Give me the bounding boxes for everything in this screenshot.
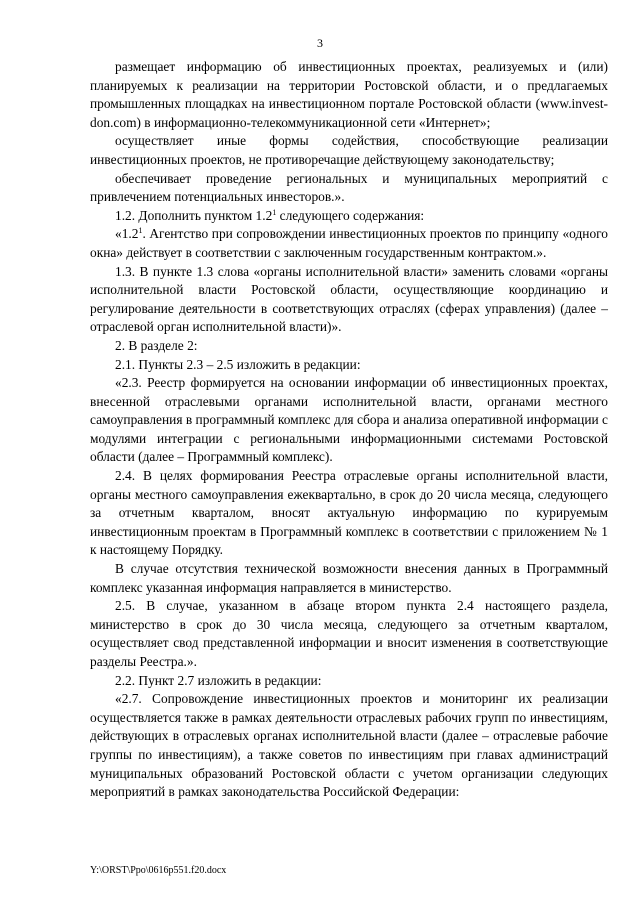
paragraph-1-2-pre: 1.2. Дополнить пунктом 1.2 xyxy=(115,207,273,223)
paragraph-2-7: «2.7. Сопровождение инвестиционных проектов и мониторинг их реализации осуществляется также в рамках деятельности отраслевых рабочих групп по инвестициям, действующих в отраслевых органах исполнительной власти (далее – отраслевые рабочие группы по инвестициям), а также советов по инвестициям при главах администраций муниципальных образований Ростовской области с учетом организации следующих мероприятий в рамках законодательства Российской Федерации: xyxy=(90,691,608,800)
paragraph-events: обеспечивает проведение региональных и муниципальных мероприятий с привлечением потенциальных инвесторов.». xyxy=(90,170,608,205)
paragraph-2-2: 2.2. Пункт 2.7 изложить в редакции: xyxy=(115,672,322,688)
file-path-footer: Y:\ORST\Ppo\0616p551.f20.docx xyxy=(90,865,227,876)
paragraph-other-assistance: осуществляет иные формы содействия, способствующие реализации инвестиционных проектов, не противоречащие действующему законодательству; xyxy=(90,133,608,167)
paragraph-2-5: 2.5. В случае, указанном в абзаце втором пункта 2.4 настоящего раздела, министерство в срок до 30 числа месяца, следующего за отчетным кварталом, осуществляет свод представленной информации и вносит изменения в соответствующие разделы Реестра.». xyxy=(90,598,608,669)
paragraph-1-2-1 xyxy=(90,225,608,262)
paragraph-2-4: 2.4. В целях формирования Реестра отраслевые органы исполнительной власти, органы местного самоуправления ежеквартально, в срок до 20 числа месяца, следующего за отчетным кварталом, вносят актуальную информацию по курируемым инвестиционным проектам в Программный комплекс в соответствии с приложением № 1 к настоящему Порядку. xyxy=(90,468,608,558)
paragraph-2-3: «2.3. Реестр формируется на основании информации об инвестиционных проектах, внесенной отраслевыми органами исполнительной власти, органами местного самоуправления в программный комплекс для сбора и анализа оперативной информации с модулями интеграции с региональными информационными системами Ростовской области (далее – Программный комплекс). xyxy=(90,375,608,465)
paragraph-1-2-1-pre: «1.2 xyxy=(115,226,139,242)
paragraph-portal-info: размещает информацию об инвестиционных проектах, реализуемых и (или) планируемых к реализации на территории Ростовской области, и о предлагаемых промышленных площадках на инвестиционном портале Ростовской области (www.invest-don.com) в информационно-телекоммуникационной сети «Интернет»; xyxy=(90,59,608,130)
paragraph-1-3: 1.3. В пункте 1.3 слова «органы исполнительной власти» заменить словами «органы исполнительной власти Ростовской области, осуществляющие координацию и регулирование деятельности в соответствующих отраслях (сферах управления) (далее – отраслевой орган исполнительной власти)». xyxy=(90,263,608,335)
paragraph-1-2-post: следующего содержания: xyxy=(276,207,425,223)
paragraph-1-2 xyxy=(90,207,608,226)
paragraph-no-technical-possibility: В случае отсутствия технической возможности внесения данных в Программный комплекс указанная информация направляется в министерство. xyxy=(90,561,608,595)
paragraph-2-1: 2.1. Пункты 2.3 – 2.5 изложить в редакции: xyxy=(115,356,361,372)
superscript-one: 1 xyxy=(138,226,143,236)
document-body xyxy=(90,58,608,802)
page-number: 3 xyxy=(317,36,323,50)
paragraph-section-2: 2. В разделе 2: xyxy=(115,337,198,353)
paragraph-1-2-1-post: . Агентство при сопровождении инвестиционных проектов по принципу «одного окна» действует в соответствии с заключенным государственным контрактом.». xyxy=(90,226,608,260)
superscript-one: 1 xyxy=(272,207,277,217)
